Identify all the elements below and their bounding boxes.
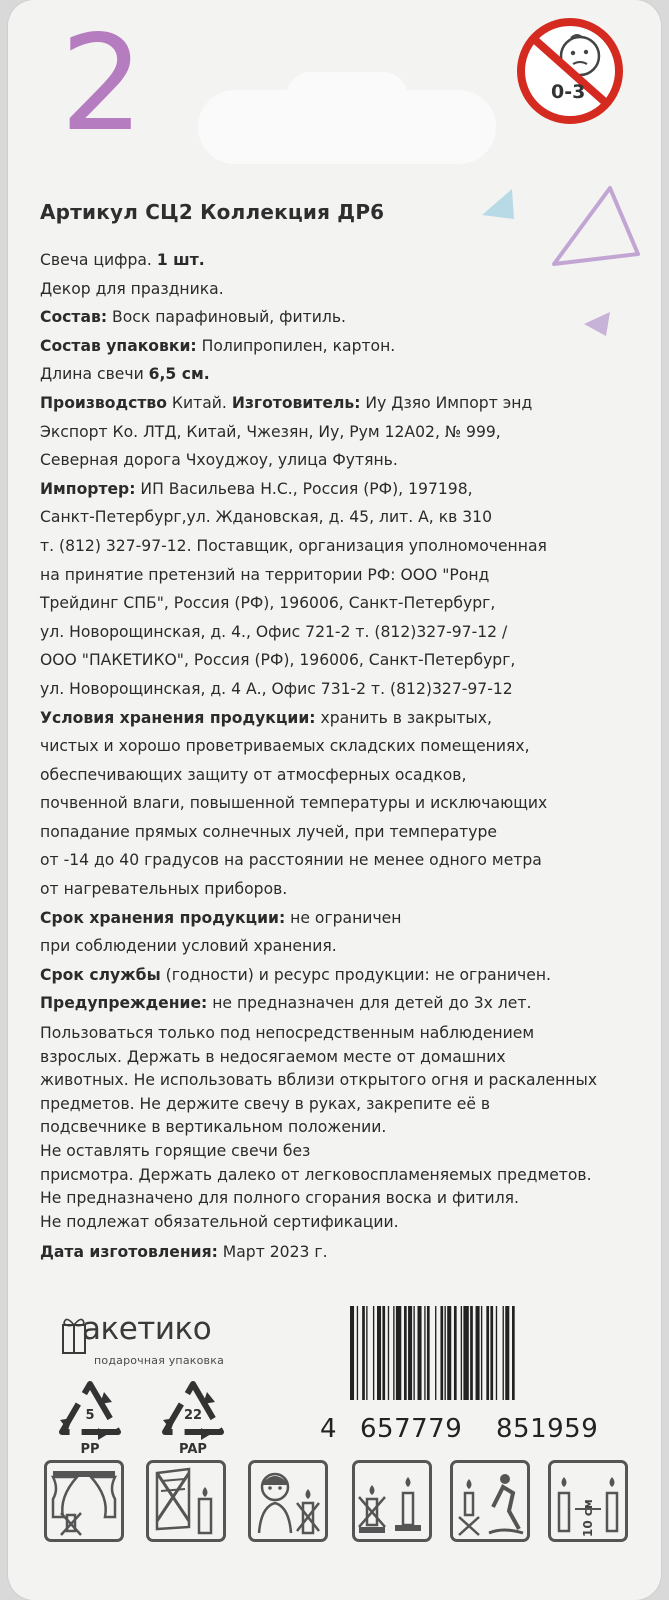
info-line-bold: Условия хранения продукции:	[40, 708, 316, 727]
info-line-text: чистых и хорошо проветриваемых складских помещениях,	[40, 737, 530, 756]
info-line-bold: Состав упаковки:	[40, 336, 197, 355]
info-line-bold: 1 шт.	[156, 251, 205, 269]
info-line-text: на принятие претензий на территории РФ: ООО "Ронд	[40, 565, 490, 584]
warning-line: предметов. Не держите свечу в руках, закрепите её в	[40, 1094, 491, 1113]
barcode-bar	[463, 1306, 468, 1400]
barcode-bar	[490, 1306, 493, 1400]
info-line-text: Трейдинг СПБ", Россия (РФ), 196006, Санкт-Петербург,	[40, 594, 496, 613]
info-line-text: ул. Новорощинская, д. 4 А., Офис 731-2 т. (812)327-97-12	[40, 679, 513, 698]
info-line-text: Санкт-Петербург,ул. Ждановская, д. 45, лит. А, кв 310	[40, 508, 493, 527]
barcode-bar	[435, 1306, 436, 1400]
info-line	[40, 532, 640, 561]
info-line	[40, 789, 640, 818]
info-line-text: Декор для праздника.	[40, 279, 224, 298]
info-line-text: хранить в закрытых,	[315, 708, 492, 727]
info-line-text: Свеча цифра.	[40, 251, 157, 269]
info-line-text: Экспорт Ко. ЛТД, Китай, Чжезян, Иу, Рум 12А02, № 999,	[40, 422, 501, 441]
info-line	[40, 675, 640, 704]
recycle-pp-symbol	[50, 1378, 130, 1458]
barcode-bar	[454, 1306, 457, 1400]
info-line-bold: Состав:	[40, 308, 108, 327]
info-line	[40, 989, 640, 1018]
info-line-text: не ограничен	[285, 908, 402, 927]
barcode-bar	[357, 1306, 358, 1400]
product-description	[40, 200, 640, 1267]
info-line	[40, 275, 640, 304]
manufacture-date-value: Март 2023 г.	[217, 1243, 328, 1262]
warning-line: животных. Не использовать вблизи открытого огня и раскаленных	[40, 1071, 598, 1090]
spacing-label: 10 см	[581, 1499, 595, 1537]
recycle-pap-symbol	[153, 1378, 233, 1458]
logo-subtitle: подарочная упаковка	[94, 1354, 225, 1367]
barcode-bar	[362, 1306, 365, 1400]
manufacture-date-label: Дата изготовления:	[40, 1243, 218, 1262]
info-line	[40, 503, 640, 532]
info-line-bold: Изготовитель:	[231, 393, 361, 412]
info-line	[40, 360, 640, 389]
product-info-lines	[40, 246, 640, 1018]
barcode-bar	[366, 1306, 367, 1400]
barcode-bar	[377, 1306, 381, 1400]
barcode-digits-3: 851959	[496, 1414, 599, 1444]
warning-line: Не оставлять горящие свечи без	[40, 1142, 311, 1160]
info-line-bold: 6,5 см.	[148, 365, 210, 384]
ean13-barcode	[348, 1306, 604, 1400]
warning-line: присмотра. Держать далеко от легковоспламеняемых предметов.	[40, 1165, 592, 1184]
barcode-bar	[461, 1306, 462, 1400]
barcode-bar	[447, 1306, 451, 1400]
age-badge-text: 0-3	[551, 81, 586, 103]
info-line-text: Китай.	[166, 393, 232, 412]
info-line	[40, 761, 640, 790]
barcode-bar	[470, 1306, 473, 1400]
info-line-text: ООО "ПАКЕТИКО", Россия (РФ), 196006, Санкт-Петербург,	[40, 651, 516, 670]
warning-line: Не предназначено для полного сгорания воска и фитиля.	[40, 1189, 519, 1208]
barcode-bar	[512, 1306, 515, 1400]
info-line	[40, 389, 640, 418]
barcode-bar	[393, 1306, 394, 1400]
info-line-text: (годности) и ресурс продукции: не ограничен.	[160, 965, 551, 984]
spacing-10cm-icon	[548, 1460, 628, 1542]
use-holder-icon	[352, 1460, 432, 1542]
info-line-bold: Срок службы	[40, 965, 161, 984]
info-line-text: почвенной влаги, повышенной температуры и исключающих	[40, 794, 548, 813]
info-line-text: попадание прямых солнечных лучей, при температуре	[40, 822, 497, 841]
warning-line: подсвечнике в вертикальном положении.	[40, 1118, 387, 1137]
barcode-bar	[476, 1306, 480, 1400]
info-line	[40, 475, 640, 504]
barcode-bar	[396, 1306, 401, 1400]
info-line	[40, 646, 640, 675]
info-line	[40, 332, 640, 361]
info-line-bold: Предупреждение:	[40, 994, 208, 1013]
info-line-bold: Производство	[40, 393, 167, 412]
barcode-bar	[505, 1306, 509, 1400]
info-line-text: Воск парафиновый, фитиль.	[107, 308, 346, 327]
barcode-digits-2: 657779	[360, 1414, 463, 1444]
manufacture-date	[40, 1238, 640, 1267]
recycle-label-pap: PAP	[179, 1442, 207, 1457]
info-line-bold: Срок хранения продукции:	[40, 908, 286, 927]
no-near-paper-icon	[146, 1460, 226, 1542]
barcode-digit-1: 4	[320, 1414, 338, 1444]
barcode-bar	[440, 1306, 443, 1400]
barcode-bar	[445, 1306, 446, 1400]
info-line	[40, 732, 640, 761]
barcode-bar	[404, 1306, 407, 1400]
warning-text	[40, 1022, 640, 1234]
info-line	[40, 303, 640, 332]
warning-line: Пользоваться только под непосредственным наблюдением	[40, 1024, 535, 1043]
info-line	[40, 961, 640, 990]
barcode-bar	[388, 1306, 389, 1400]
info-line	[40, 932, 640, 961]
paketiko-logo	[60, 1313, 250, 1373]
info-line	[40, 589, 640, 618]
info-line-text: от -14 до 40 градусов на расстоянии не менее одного метра	[40, 851, 542, 870]
no-near-curtains-icon	[44, 1460, 124, 1542]
info-line-text: Северная дорога Чхоуджоу, улица Футянь.	[40, 451, 398, 470]
info-line	[40, 875, 640, 904]
hang-tab-cutout	[198, 90, 496, 164]
barcode-bar	[481, 1306, 482, 1400]
info-line-text: Иу Дзяо Импорт энд	[360, 393, 533, 412]
info-line	[40, 904, 640, 933]
info-line-text: ИП Васильева Н.С., Россия (РФ), 197198,	[135, 479, 473, 498]
barcode-bar	[496, 1306, 497, 1400]
article-title: Артикул СЦ2 Коллекция ДР6	[40, 200, 385, 224]
warning-line: взрослых. Держать в недосягаемом месте от домашних	[40, 1047, 506, 1066]
info-line	[40, 561, 640, 590]
info-line-text: т. (812) 327-97-12. Поставщик, организация уполномоченная	[40, 536, 547, 555]
candle-number: 2	[60, 7, 144, 161]
keep-away-from-children-icon	[248, 1460, 328, 1542]
info-line	[40, 446, 640, 475]
info-line	[40, 618, 640, 647]
do-not-leave-unattended-icon	[450, 1460, 530, 1542]
info-line	[40, 818, 640, 847]
info-line-text: Длина свечи	[40, 365, 149, 384]
info-line-text: не предназначен для детей до 3х лет.	[207, 994, 532, 1013]
info-line-bold: Импортер:	[40, 479, 136, 498]
barcode-bar	[427, 1306, 430, 1400]
barcode-bar	[418, 1306, 422, 1400]
info-line	[40, 418, 640, 447]
barcode-bar	[373, 1306, 374, 1400]
barcode-bar	[350, 1306, 354, 1400]
logo-wordmark: акетико	[82, 1311, 212, 1347]
barcode-bar	[408, 1306, 412, 1400]
info-line-text: ул. Новорощинская, д. 4., Офис 721-2 т. (812)327-97-12 /	[40, 622, 508, 641]
recycle-code-5: 5	[85, 1408, 95, 1423]
recycle-label-pp: PP	[80, 1442, 100, 1457]
info-line	[40, 704, 640, 733]
barcode-bar	[424, 1306, 425, 1400]
info-line-text: Полипропилен, картон.	[196, 336, 396, 355]
info-line-text: обеспечивающих защиту от атмосферных осадков,	[40, 765, 467, 784]
barcode-bar	[486, 1306, 489, 1400]
warning-line: Не подлежат обязательной сертификации.	[40, 1212, 399, 1231]
info-line-text: от нагревательных приборов.	[40, 880, 288, 899]
info-line-text: при соблюдении условий хранения.	[40, 937, 337, 956]
product-label-card	[8, 0, 661, 1600]
age-restriction-icon	[509, 16, 631, 126]
info-line	[40, 846, 640, 875]
barcode-bar	[503, 1306, 504, 1400]
recycle-code-22: 22	[183, 1408, 203, 1423]
barcode-bar	[413, 1306, 414, 1400]
info-line	[40, 246, 640, 275]
barcode-bar	[382, 1306, 385, 1400]
